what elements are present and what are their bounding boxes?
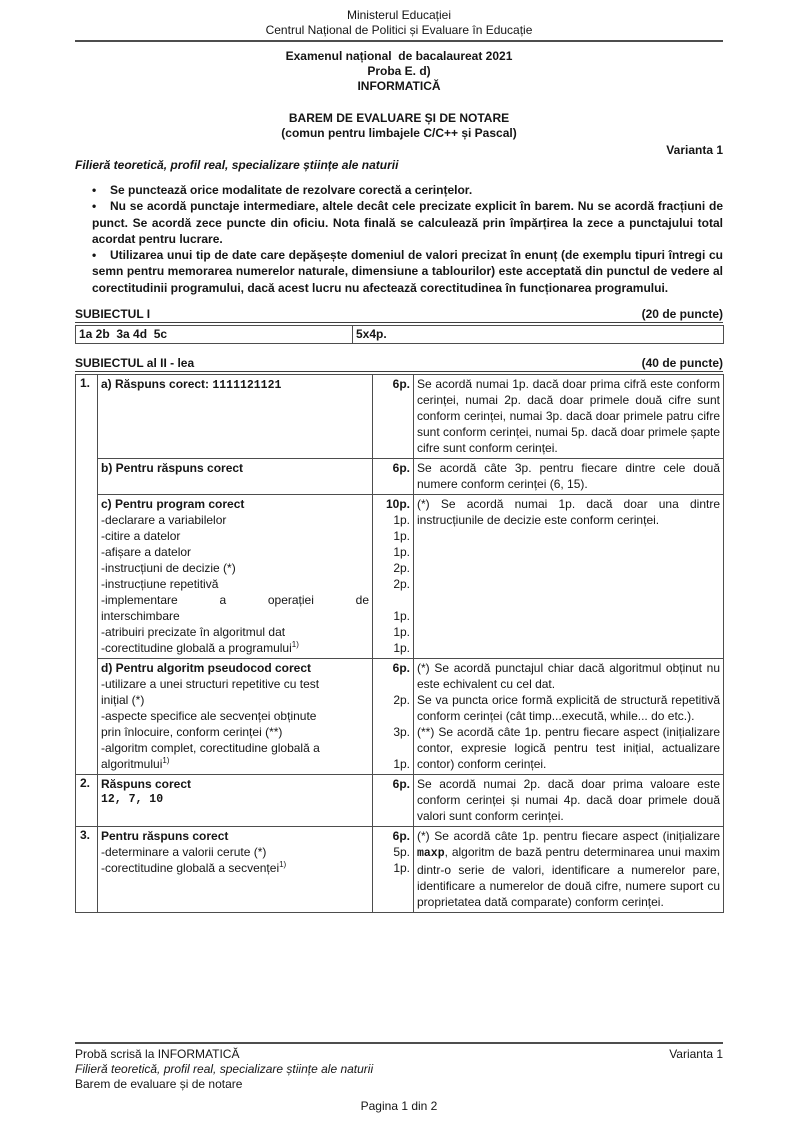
q2-points: 6p. [373, 775, 414, 827]
subject2-table [75, 374, 724, 913]
q1a-description [98, 375, 373, 459]
barem-subtitle: (comun pentru limbajele C/C++ și Pascal) [281, 126, 517, 140]
q1c-item: -atribuiri precizate în algoritmul dat [101, 625, 286, 640]
q1c-item: -declarare a variabilelor [101, 513, 227, 528]
subject1-scoring: 5x4p. [353, 326, 724, 344]
profile-line: Filieră teoretică, profil real, specializare științe ale naturii [75, 158, 399, 172]
q1c-item: -instrucțiune repetitivă [101, 577, 219, 592]
q1d-item: algoritmului$^{1)}$ [101, 756, 170, 772]
footnote-marker: 1) [279, 860, 287, 870]
ministry-name: Ministerul Educației [346, 8, 452, 22]
bullet-item: • Nu se acordă punctaje intermediare, altele decât cele precizate explicit în barem. Nu se acordă fracțiuni de punct. Se acordă zece puncte din oficiu. Nota finală se calculează prin împărțirea la zece a punctajului total acordat pentru lucrare. [92, 199, 723, 246]
subject1-points: (20 de puncte) [641, 307, 723, 322]
subject1-answers: 1a 2b 3a 4d 5c [76, 326, 353, 344]
subject2-title: SUBIECTUL al II - lea [75, 356, 195, 371]
subject2-points: (40 de puncte) [641, 356, 723, 371]
footer-profile: Filieră teoretică, profil real, specializare științe ale naturii [75, 1062, 374, 1076]
q3-points: 6p. 5p. 1p. [373, 827, 414, 913]
q3-description [98, 827, 373, 913]
q2-number: 2. [76, 775, 98, 827]
table-row [76, 326, 724, 344]
subject1-table [75, 325, 724, 344]
q1c-item: interschimbare [101, 609, 180, 624]
q1d-title: d) Pentru algoritm pseudocod corect [101, 661, 312, 676]
q2-description [98, 775, 373, 827]
q1d-description [98, 659, 373, 775]
q1d-item: prin înlocuire, conform cerinței (**) [101, 725, 283, 740]
q1c-note: (*) Se acordă numai 1p. dacă doar una dintre instrucțiunile de decizie este conform cerinței. [414, 495, 724, 659]
q1c-item: -afișare a datelor [101, 545, 192, 560]
q1d-item: -utilizare a unei structuri repetitive cu test [101, 677, 320, 692]
q3-title: Pentru răspuns corect [101, 829, 229, 844]
q1-number: 1. [76, 375, 98, 775]
q1a-note: Se acordă numai 1p. dacă doar prima cifră este conform cerinței, numai 2p. dacă doar primele două cifre sunt conform cerinței, numai 3p. dacă doar primele patru cifre sunt conform cerinței, numai 5p. dacă doar primele șapte cifre sunt conform cerinței. [414, 375, 724, 459]
page-number: Pagina 1 din 2 [360, 1099, 438, 1113]
q1c-points: 10p. 1p. 1p. 1p. 2p. 2p. 1p. 1p. 1p. [373, 495, 414, 659]
q1d-note: (*) Se acordă punctajul chiar dacă algoritmul obținut nu este echivalent cu cel dat. Se va puncta orice formă explicită de structură repetitivă conform cerinței (cât timp...execută, while... do etc.). (**) Se acordă câte 1p. pentru fiecare aspect (inițializare contor, expresie logică pentru test inițial, actualizare contor) conform cerinței. [414, 659, 724, 775]
barem-title-block [75, 111, 723, 141]
bullet-item: • Se punctează orice modalitate de rezolvare corectă a cerințelor. [92, 183, 473, 197]
q1a-answer: 1111121121 [212, 379, 282, 393]
q1b-description [98, 459, 373, 495]
q1d-points: 6p. 2p. 3p. 1p. [373, 659, 414, 775]
q1d-item: inițial (*) [101, 693, 145, 708]
q1c-title: c) Pentru program corect [101, 497, 245, 512]
footer-exam-name: Probă scrisă la INFORMATICĂ [75, 1047, 240, 1061]
subject2-heading [75, 356, 723, 372]
q3-item: -determinare a valorii cerute (*) [101, 845, 267, 860]
q1d-item: -aspecte specifice ale secvenței obținute [101, 709, 317, 724]
q3-note: (*) Se acordă câte 1p. pentru fiecare aspect (inițializare maxp, algoritm de bază pentru determinarea unui maxim dintr-o serie de valori, identificare a numerelor pare, identificare a numerelor de două cifre, numere suport cu proprietatea dată comparate) conform cerinței. [414, 827, 724, 913]
q1c-item: -instrucțiuni de decizie (*) [101, 561, 236, 576]
footer-divider [75, 1042, 723, 1044]
exam-title-block [75, 49, 723, 94]
q1a-label: a) Răspuns corect: [101, 377, 210, 392]
q2-title: Răspuns corect [101, 777, 192, 792]
q1c-description [98, 495, 373, 659]
table-row-q1c [76, 495, 724, 659]
bullet-icon: • [92, 199, 97, 214]
table-row-q3 [76, 827, 724, 913]
q1b-points: 6p. [373, 459, 414, 495]
q1c-item: -implementare a operației de [101, 593, 369, 608]
footer-barem: Barem de evaluare și de notare [75, 1077, 243, 1091]
exam-title: Examenul național de bacalaureat 2021 [285, 49, 513, 63]
q3-number: 3. [76, 827, 98, 913]
q3-note-code: maxp [417, 847, 445, 861]
subject1-heading [75, 307, 723, 323]
q1b-label: b) Pentru răspuns corect [101, 461, 244, 476]
q1d-item: -algoritm complet, corectitudine globală a [101, 741, 320, 756]
center-name: Centrul Național de Politici și Evaluare în Educație [265, 23, 533, 37]
exam-probe: Proba E. d) [367, 64, 431, 78]
footer-variant: Varianta 1 [669, 1047, 723, 1061]
table-row-q1d [76, 659, 724, 775]
table-row-q1a [76, 375, 724, 459]
q2-note: Se acordă numai 2p. dacă doar prima valoare este conform cerinței și numai 4p. dacă doar primele două valori sunt conform cerinței. [414, 775, 724, 827]
q2-answer: 12, 7, 10 [101, 793, 164, 807]
q1c-item: -citire a datelor [101, 529, 181, 544]
barem-title: BAREM DE EVALUARE ȘI DE NOTARE [288, 111, 510, 125]
variant-label: Varianta 1 [666, 143, 723, 157]
footnote-marker: 1) [162, 756, 170, 766]
q1c-item: -corectitudine globală a programului$^{1)}$ [101, 640, 299, 656]
bullet-item: • Utilizarea unui tip de date care depășește domeniul de valori precizat în enunț (de exemplu tipuri întregi cu semn pentru memorarea numerelor naturale, dimensiune a tablourilor) este acceptată din punctul de vedere al corectitudinii programului, dacă acest lucru nu afectează corectitudinea în funcționarea programului. [92, 248, 723, 295]
q3-item: -corectitudine globală a secvenței$^{1)}$ [101, 860, 287, 876]
q1b-note: Se acordă câte 3p. pentru fiecare dintre cele două numere conform cerinței (6, 15). [414, 459, 724, 495]
exam-subject: INFORMATICĂ [357, 79, 441, 93]
bullet-icon: • [92, 183, 97, 197]
bullet-icon: • [92, 248, 97, 263]
subject1-title: SUBIECTUL I [75, 307, 151, 322]
page-footer [75, 1042, 723, 1114]
general-rules [75, 182, 723, 296]
header-divider [75, 40, 723, 42]
q1a-points: 6p. [373, 375, 414, 459]
table-row-q2 [76, 775, 724, 827]
table-row-q1b [76, 459, 724, 495]
footnote-marker: 1) [291, 640, 299, 650]
